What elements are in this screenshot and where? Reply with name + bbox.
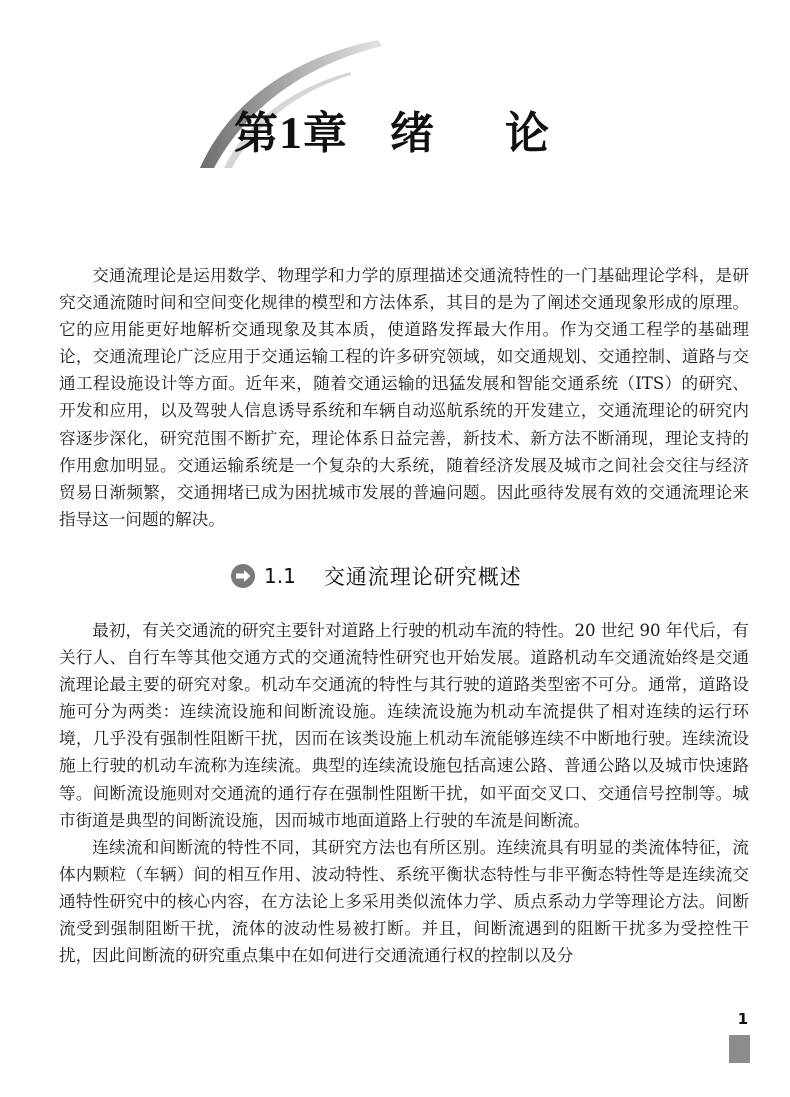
arrow-circle-icon <box>230 563 256 589</box>
section-title: 交通流理论研究概述 <box>323 565 522 589</box>
body-text <box>59 617 749 969</box>
chapter-title <box>234 98 550 168</box>
section-number: 1.1 <box>264 564 296 588</box>
page-number: 1 <box>737 1010 748 1028</box>
body-paragraph-1: 最初，有关交通流的研究主要针对道路上行驶的机动车流的特性。20 世纪 90 年代后，有关行人、自行车等其他交通方式的交通流特性研究也开始发展。道路机动车交通流始终是交通流理论最主要的研究对象。机动车交通流的特性与其行驶的道路类型密不可分。通常，道路设施可分为两类：连续流设施和间断流设施。连续流设施为机动车流提供了相对连续的运行环境，几乎没有强制性阻断干扰，因而在该类设施上机动车流能够连续不中断地行驶。连续流设施上行驶的机动车流称为连续流。典型的连续流设施包括高速公路、普通公路以及城市快速路等。间断流设施则对交通流的通行存在强制性阻断干扰，如平面交叉口、交通信号控制等。城市街道是典型的间断流设施，因而城市地面道路上行驶的车流是间断流。 <box>59 621 749 830</box>
chapter-prefix: 第 <box>234 108 279 159</box>
chapter-title-char-1: 绪 <box>390 108 435 159</box>
chapter-number: 1 <box>279 107 303 158</box>
intro-text <box>59 262 749 533</box>
body-paragraph-2: 连续流和间断流的特性不同，其研究方法也有所区别。连续流具有明显的类流体特征，流体内颗粒（车辆）间的相互作用、波动特性、系统平衡状态特性与非平衡态特性等是连续流交通特性研究中的核心内容，在方法论上多采用类似流体力学、质点系动力学等理论方法。间断流受到强制阻断干扰，流体的波动性易被打断。并且，间断流遇到的阻断干扰多为受控性干扰，因此间断流的研究重点集中在如何进行交通流通行权的控制以及分 <box>59 837 749 966</box>
chapter-title-char-2: 论 <box>505 108 550 159</box>
section-heading <box>230 558 522 594</box>
page-tab-marker <box>729 1035 750 1063</box>
chapter-suffix: 章 <box>303 108 348 159</box>
intro-paragraph: 交通流理论是运用数学、物理学和力学的原理描述交通流特性的一门基础理论学科，是研究交通流随时间和空间变化规律的模型和方法体系，其目的是为了阐述交通现象形成的原理。它的应用能更好地解析交通现象及其本质，使道路发挥最大作用。作为交通工程学的基础理论，交通流理论广泛应用于交通运输工程的许多研究领域，如交通规划、交通控制、道路与交通工程设施设计等方面。近年来，随着交通运输的迅猛发展和智能交通系统（ITS）的研究、开发和应用，以及驾驶人信息诱导系统和车辆自动巡航系统的开发建立，交通流理论的研究内容逐步深化，研究范围不断扩充，理论体系日益完善，新技术、新方法不断涌现，理论支持的作用愈加明显。交通运输系统是一个复杂的大系统，随着经济发展及城市之间社会交往与经济贸易日渐频繁，交通拥堵已成为困扰城市发展的普遍问题。因此亟待发展有效的交通流理论来指导这一问题的解决。 <box>59 266 749 529</box>
